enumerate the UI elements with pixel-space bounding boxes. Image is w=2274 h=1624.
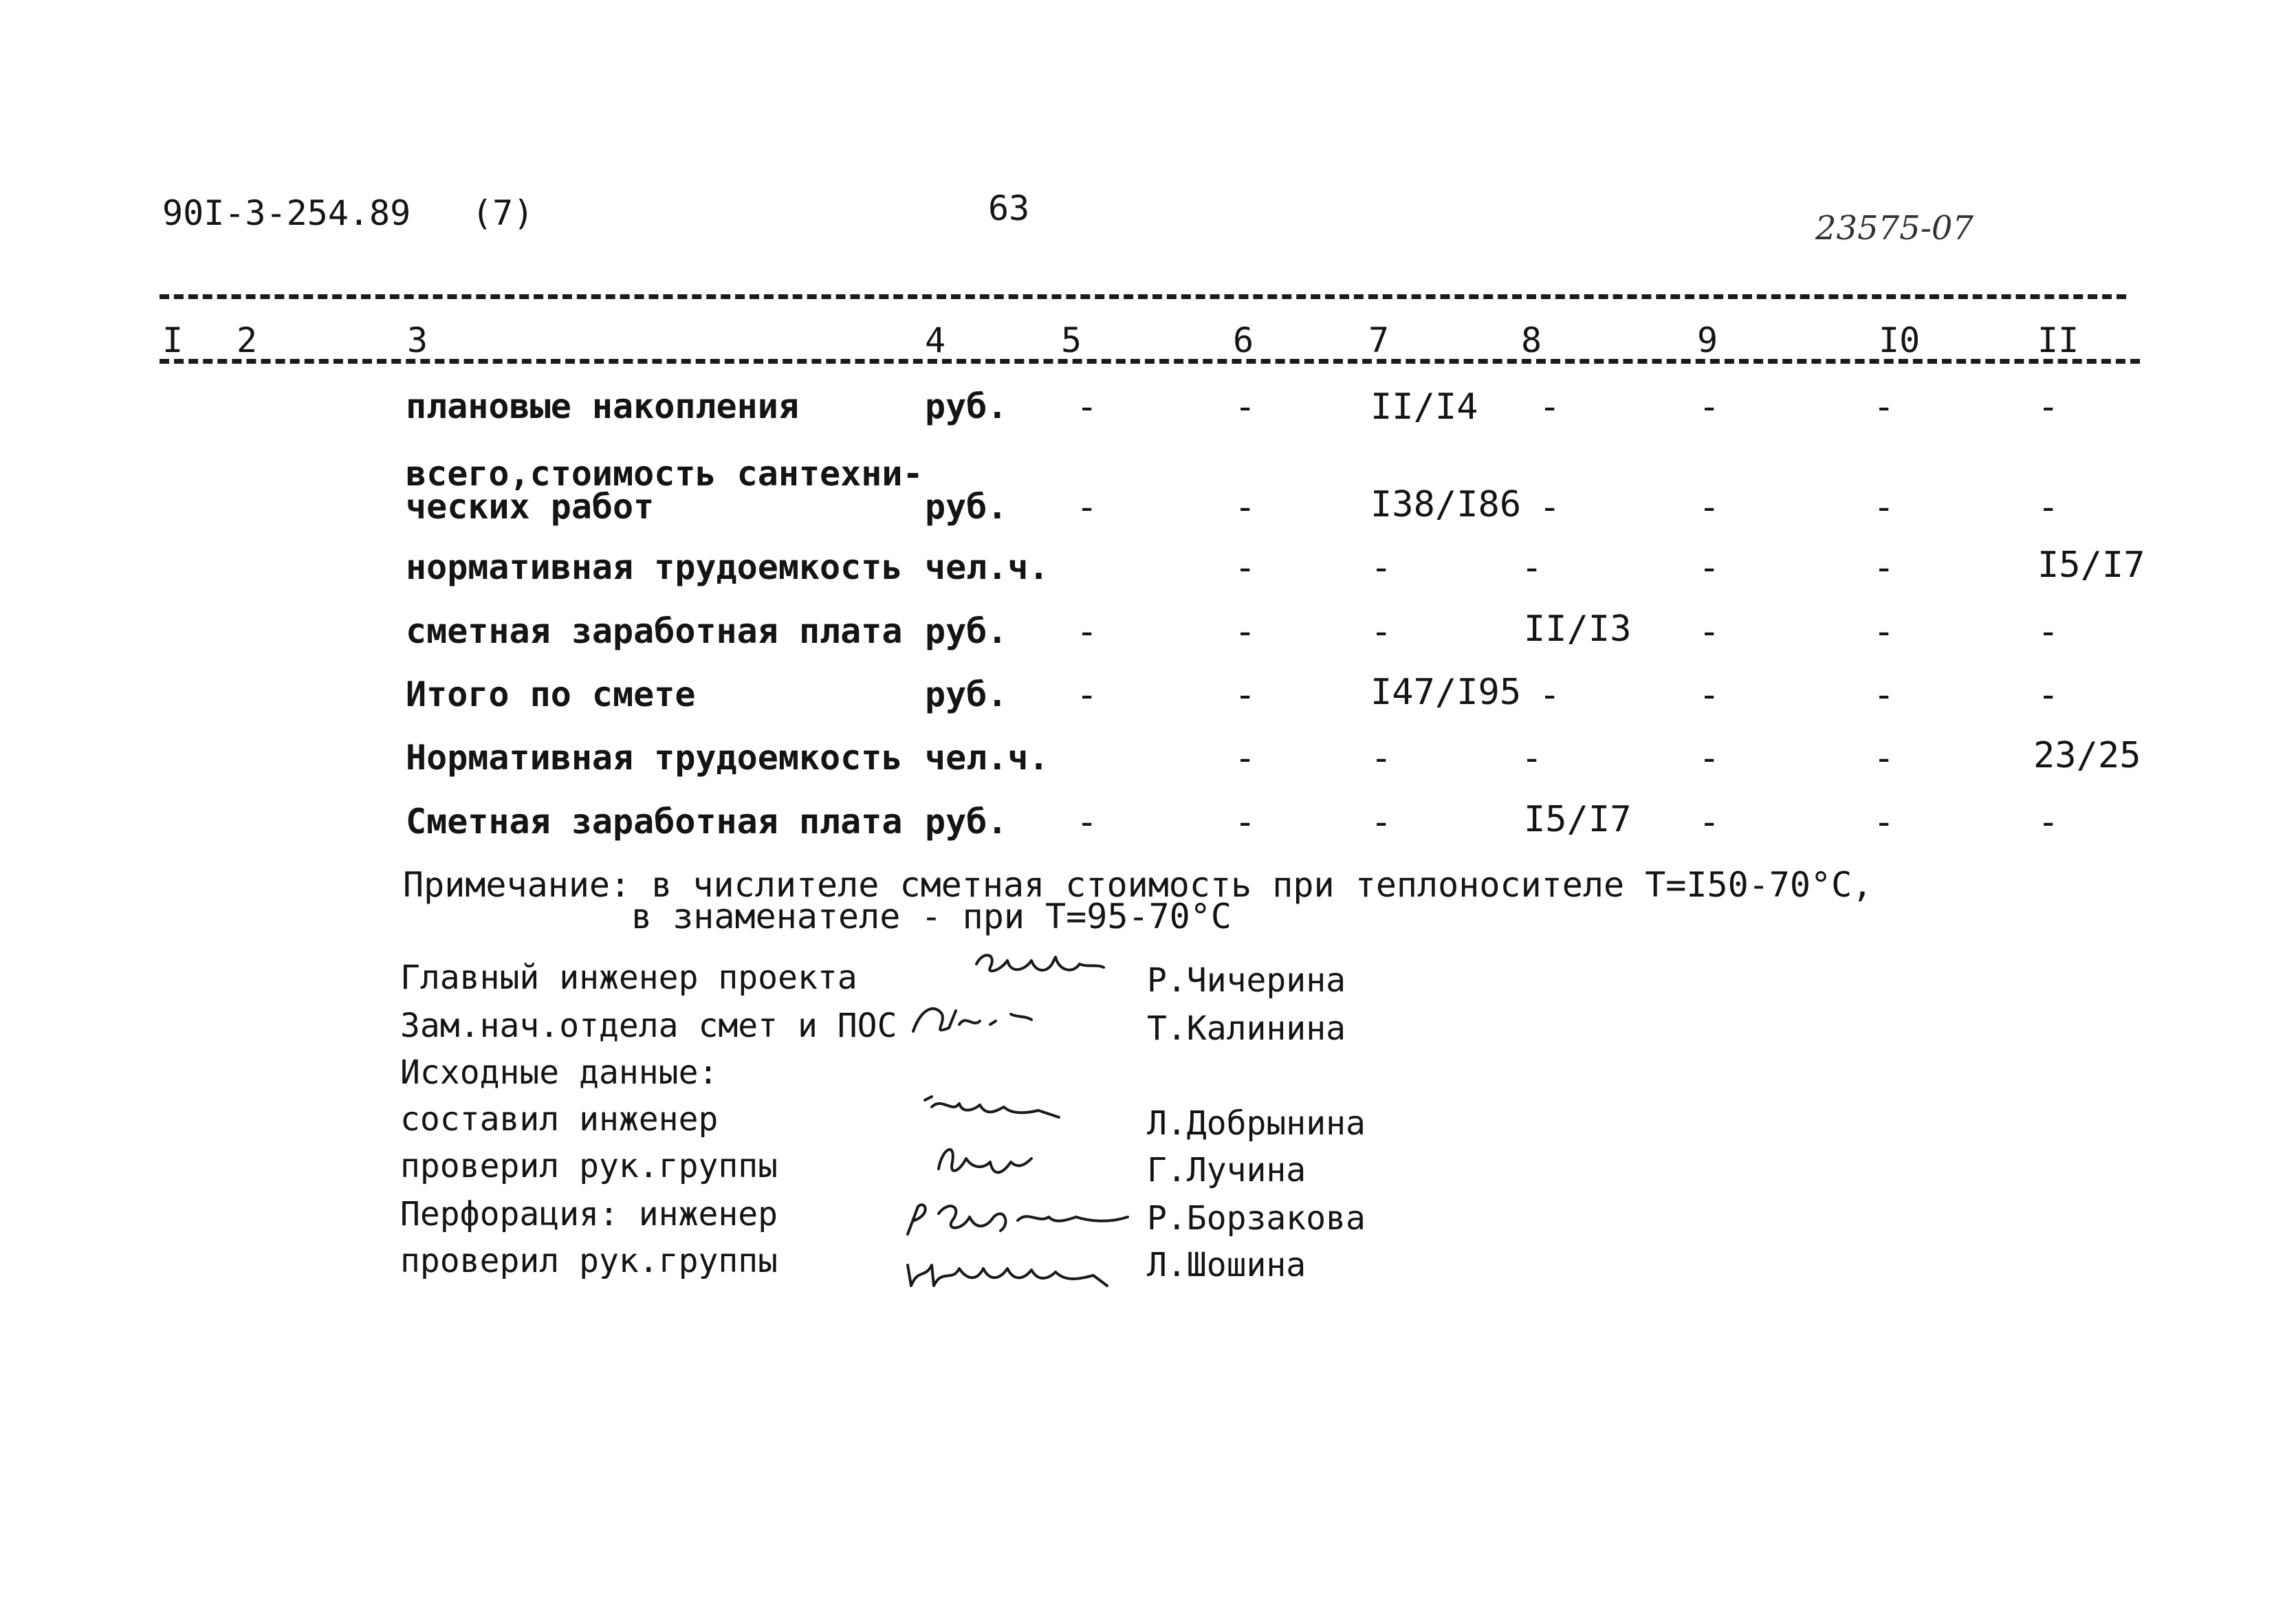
- table-row: [0, 735, 2274, 782]
- column-number: 2: [237, 320, 258, 360]
- signature-name: Л.Шошина: [1147, 1246, 1307, 1284]
- signature-role: проверил рук.группы: [400, 1242, 778, 1280]
- row-name-continued: ческих работ: [406, 487, 655, 527]
- cell-col6: -: [1234, 611, 1256, 652]
- cell-col6: -: [1234, 386, 1256, 428]
- cell-col10: -: [1873, 674, 1895, 716]
- row-name: сметная заработная плата: [406, 611, 903, 651]
- cell-col6: -: [1234, 674, 1256, 716]
- cell-col7: II/I4: [1370, 386, 1478, 428]
- cell-col5: -: [1076, 674, 1098, 716]
- cell-col5: -: [1076, 802, 1098, 843]
- signature-role: Перфорация: инженер: [400, 1195, 778, 1233]
- handwritten-signature: [901, 1193, 1141, 1248]
- cell-col9: -: [1698, 547, 1720, 589]
- archive-number: 23575-07: [1815, 209, 1974, 248]
- page-number: 63: [988, 188, 1030, 228]
- handwritten-signature: [901, 1241, 1128, 1296]
- handwritten-signature: [921, 1138, 1045, 1186]
- cell-col6: -: [1234, 487, 1256, 528]
- row-name: Нормативная трудоемкость: [406, 738, 903, 778]
- cell-col7: -: [1370, 547, 1392, 589]
- cell-col11: 23/25: [2033, 735, 2141, 776]
- cell-col10: -: [1873, 547, 1895, 589]
- row-unit: чел.ч.: [925, 738, 1049, 778]
- cell-col11: -: [2037, 674, 2059, 716]
- signature-role: Главный инженер проекта: [400, 958, 857, 997]
- table-row: [0, 454, 2274, 539]
- signature-name: Р.Чичерина: [1147, 961, 1346, 1000]
- cell-col11: -: [2037, 386, 2059, 428]
- cell-col9: -: [1698, 487, 1720, 528]
- signature-role: Зам.нач.отдела смет и ПОС: [400, 1007, 897, 1045]
- cell-col5: -: [1076, 386, 1098, 428]
- cell-col8: -: [1539, 674, 1561, 716]
- cell-col9: -: [1698, 674, 1720, 716]
- cell-col8: I5/I7: [1524, 799, 1632, 840]
- row-unit: чел.ч.: [925, 547, 1049, 587]
- cell-col9: -: [1698, 386, 1720, 428]
- column-number: II: [2037, 320, 2079, 360]
- cell-col10: -: [1873, 386, 1895, 428]
- header-rule: [160, 359, 2140, 364]
- cell-col5: -: [1076, 611, 1098, 652]
- column-number: 3: [407, 320, 428, 360]
- cell-col7: -: [1370, 802, 1392, 843]
- signature-name: Л.Добрынина: [1147, 1104, 1366, 1143]
- note-line-continued: в знаменателе - при T=95-70°C: [631, 897, 1232, 936]
- cell-col9: -: [1698, 611, 1720, 652]
- row-unit: руб.: [925, 487, 1008, 527]
- signature-name: Р.Борзакова: [1147, 1199, 1366, 1238]
- cell-col10: -: [1873, 738, 1895, 779]
- cell-col10: -: [1873, 487, 1895, 528]
- signature-name: Г.Лучина: [1147, 1151, 1307, 1189]
- column-number: 6: [1233, 320, 1254, 360]
- cell-col11: -: [2037, 487, 2059, 528]
- row-name: Итого по смете: [406, 674, 696, 714]
- column-number: 8: [1521, 320, 1542, 360]
- handwritten-signature: [908, 1000, 1086, 1042]
- row-unit: руб.: [925, 386, 1008, 426]
- row-unit: руб.: [925, 611, 1008, 651]
- column-number: 5: [1061, 320, 1082, 360]
- cell-col7: -: [1370, 738, 1392, 779]
- cell-col8: -: [1539, 487, 1561, 528]
- cell-col8: II/I3: [1524, 608, 1632, 650]
- cell-col9: -: [1698, 738, 1720, 779]
- signature-role: проверил рук.группы: [400, 1147, 778, 1185]
- cell-col7: I47/I95: [1370, 672, 1522, 713]
- table-row: [0, 386, 2274, 430]
- table-row: [0, 799, 2274, 846]
- cell-col11: I5/I7: [2037, 545, 2145, 586]
- row-unit: руб.: [925, 674, 1008, 714]
- sheet-number: (7): [472, 193, 534, 233]
- cell-col7: I38/I86: [1370, 484, 1522, 525]
- row-name: нормативная трудоемкость: [406, 547, 903, 587]
- signature-name: Т.Калинина: [1147, 1009, 1346, 1048]
- cell-col9: -: [1698, 802, 1720, 843]
- cell-col8: -: [1521, 738, 1543, 779]
- cell-col11: -: [2037, 611, 2059, 652]
- cell-col8: -: [1521, 547, 1543, 589]
- document-code: 90I-3-254.89: [162, 193, 411, 233]
- note-line: Примечание: в числителе сметная стоимость при теплоносителе T=I50-70°C,: [403, 865, 1873, 905]
- handwritten-signature: [921, 1090, 1073, 1131]
- row-name: всего,стоимость сантехни-: [406, 454, 923, 494]
- row-unit: руб.: [925, 802, 1008, 842]
- cell-col7: -: [1370, 611, 1392, 652]
- table-row: [0, 672, 2274, 718]
- cell-col11: -: [2037, 802, 2059, 843]
- cell-col10: -: [1873, 802, 1895, 843]
- row-name: плановые накопления: [406, 386, 799, 426]
- column-number: 9: [1697, 320, 1718, 360]
- column-number: 7: [1368, 320, 1390, 360]
- table-row: [0, 608, 2274, 655]
- table-row: [0, 545, 2274, 591]
- column-number: 4: [925, 320, 946, 360]
- cell-col6: -: [1234, 738, 1256, 779]
- signature-role: составил инженер: [400, 1100, 719, 1139]
- cell-col6: -: [1234, 802, 1256, 843]
- row-name: Сметная заработная плата: [406, 802, 903, 842]
- column-number: I0: [1879, 320, 1921, 360]
- signature-section-heading: Исходные данные:: [400, 1053, 719, 1092]
- cell-col10: -: [1873, 611, 1895, 652]
- cell-col8: -: [1539, 386, 1561, 428]
- handwritten-signature: [970, 943, 1107, 991]
- column-number: I: [162, 320, 184, 360]
- cell-col6: -: [1234, 547, 1256, 589]
- cell-col5: -: [1076, 487, 1098, 528]
- top-rule: [160, 294, 2126, 299]
